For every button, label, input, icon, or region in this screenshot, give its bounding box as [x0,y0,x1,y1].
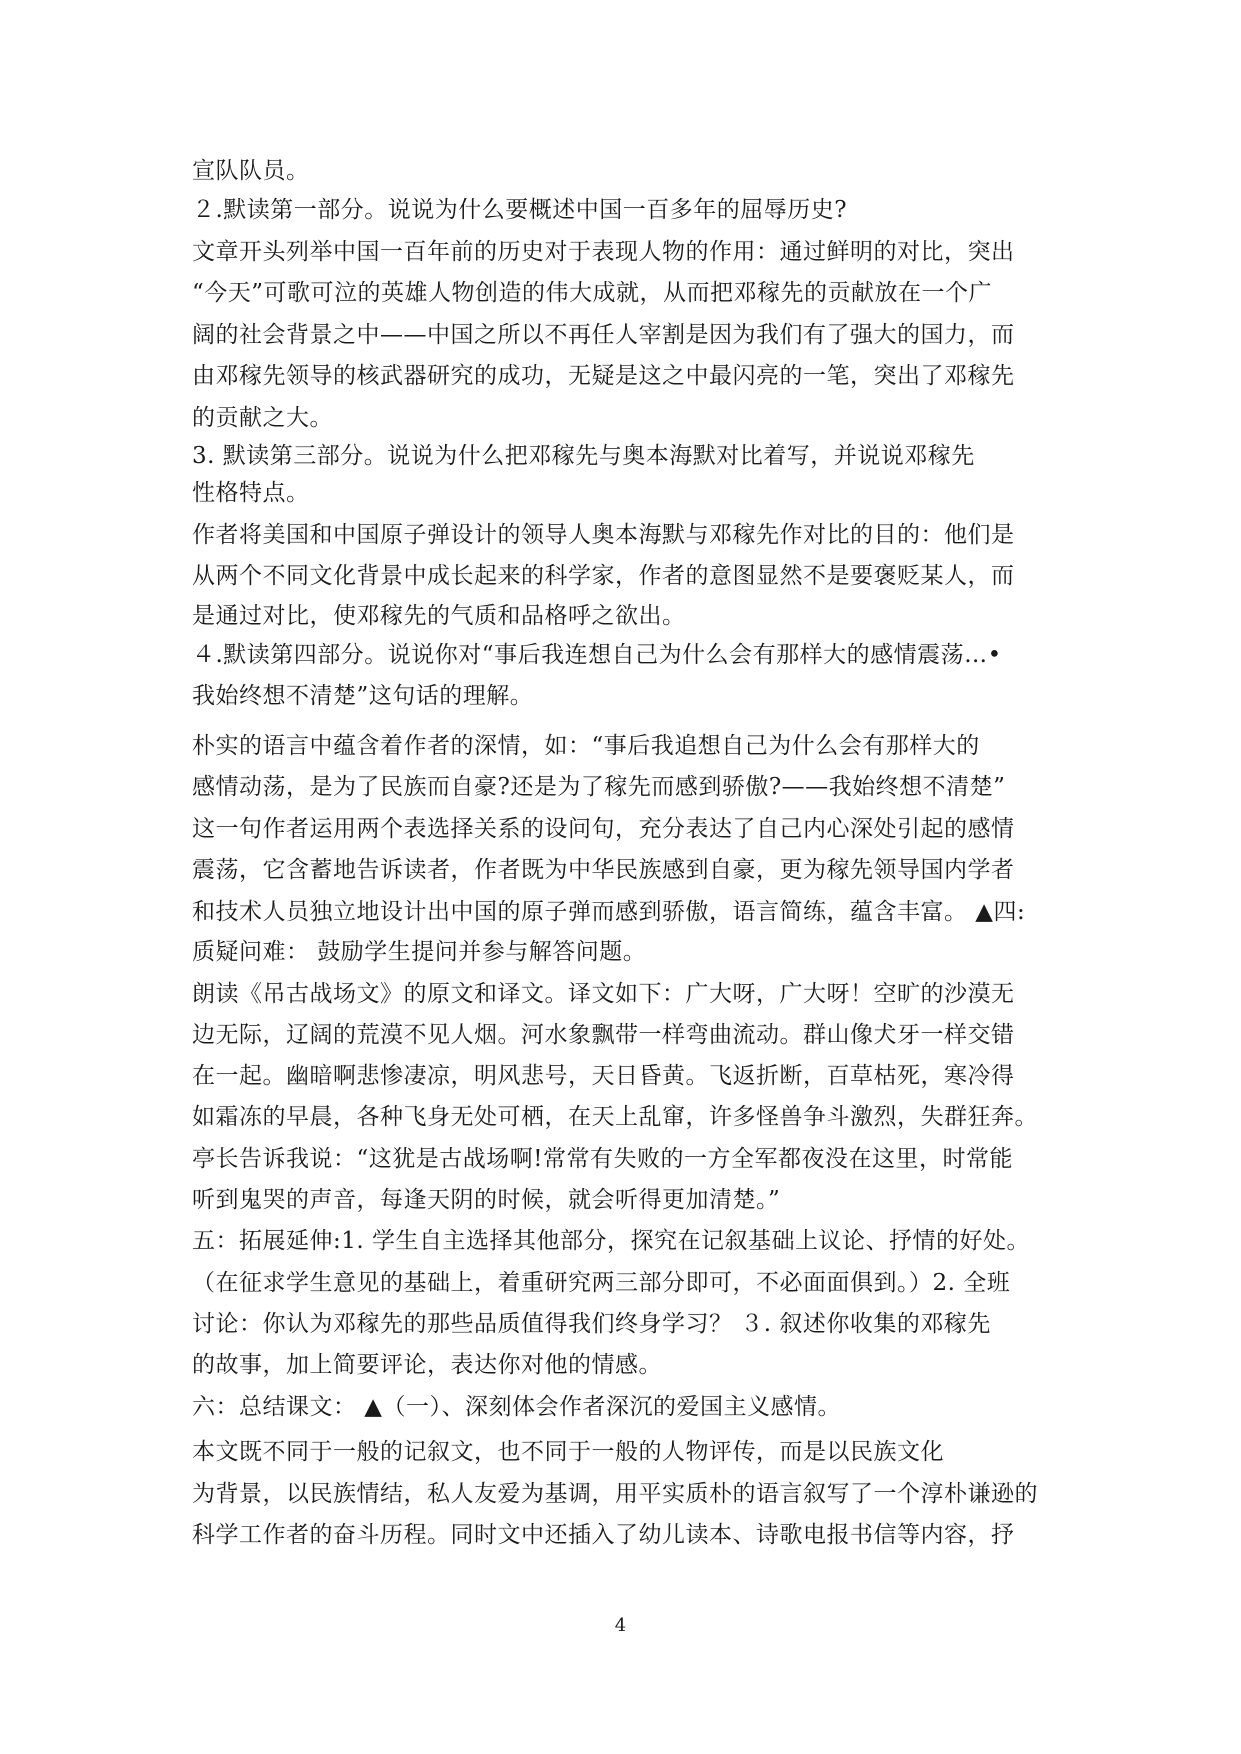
text-line: 在一起。幽暗啊悲惨凄凉，明风悲号，天日昏黄。飞返折断，百草枯死，寒冷得 [192,1063,1015,1089]
text-line: 3. 默读第三部分。说说为什么把邓稼先与奥本海默对比着写，并说说邓稼先 [192,443,975,469]
text-line: 的故事，加上简要评论，表达你对他的情感。 [192,1352,662,1378]
text-line: 感情动荡，是为了民族而自豪?还是为了稼先而感到骄傲?——我始终想不清楚” [192,774,1006,800]
text-line: （在征求学生意见的基础上，着重研究两三部分即可，不必面面俱到。）2. 全班 [192,1270,1011,1296]
text-line: 由邓稼先领导的核武器研究的成功，无疑是这之中最闪亮的一笔，突出了邓稼先 [192,363,1015,389]
text-line: 宣队队员。 [192,158,310,184]
text-line: 五：拓展延伸:1. 学生自主选择其他部分，探究在记叙基础上议论、抒情的好处。 [192,1228,1031,1254]
text-line: 边无际，辽阔的荒漠不见人烟。河水象飘带一样弯曲流动。群山像犬牙一样交错 [192,1022,1015,1048]
text-line: 亭长告诉我说：“这犹是古战场啊!常常有失败的一方全军都夜没在这里，时常能 [192,1146,1014,1172]
text-line: 的贡献之大。 [192,405,333,431]
text-line: ４.默读第四部分。说说你对“事后我连想自己为什么会有那样大的感情震荡…• [192,642,1002,668]
text-line: 质疑问难： 鼓励学生提问并参与解答问题。 [192,939,647,965]
text-line: 六：总结课文： ▲（一）、深刻体会作者深沉的爱国主义感情。 [192,1394,841,1420]
text-line: 科学工作者的奋斗历程。同时文中还插入了幼儿读本、诗歌电报书信等内容，抒 [192,1522,1015,1548]
text-line: 是通过对比，使邓稼先的气质和品格呼之欲出。 [192,603,686,629]
text-line: “今天”可歌可泣的英雄人物创造的伟大成就，从而把邓稼先的贡献放在一个广 [192,280,993,306]
text-line: 朴实的语言中蕴含着作者的深情，如：“事后我追想自己为什么会有那样大的 [192,733,980,759]
text-line: 如霜冻的早晨，各种飞身无处可栖，在天上乱窜，许多怪兽争斗激烈，失群狂奔。 [192,1104,1038,1130]
text-line: 我始终想不清楚”这句话的理解。 [192,683,534,709]
text-line: 本文既不同于一般的记叙文，也不同于一般的人物评传，而是以民族文化 [192,1439,944,1465]
text-line: ２.默读第一部分。说说为什么要概述中国一百多年的屈辱历史? [192,197,848,223]
text-line: 作者将美国和中国原子弹设计的领导人奥本海默与邓稼先作对比的目的：他们是 [192,522,1015,548]
text-line: 阔的社会背景之中——中国之所以不再任人宰割是因为我们有了强大的国力，而 [192,322,1015,348]
text-line: 为背景，以民族情结，私人友爱为基调，用平实质朴的语言叙写了一个淳朴谦逊的 [192,1481,1038,1507]
text-line: 和技术人员独立地设计出中国的原子弹而感到骄傲，语言简练，蕴含丰富。 ▲四: [192,899,1026,925]
text-line: 性格特点。 [192,480,310,506]
text-line: 朗读《吊古战场文》的原文和译文。译文如下：广大呀，广大呀！空旷的沙漠无 [192,981,1015,1007]
page-number: 4 [614,1615,627,1636]
text-line: 这一句作者运用两个表选择关系的设问句，充分表达了自己内心深处引起的感情 [192,816,1015,842]
text-line: 文章开头列举中国一百年前的历史对于表现人物的作用：通过鲜明的对比，突出 [192,239,1015,265]
text-line: 从两个不同文化背景中成长起来的科学家，作者的意图显然不是要褒贬某人，而 [192,563,1015,589]
text-line: 听到鬼哭的声音，每逢天阴的时候，就会听得更加清楚。” [192,1187,781,1213]
text-line: 震荡，它含蓄地告诉读者，作者既为中华民族感到自豪，更为稼先领导国内学者 [192,857,1015,883]
text-line: 讨论：你认为邓稼先的那些品质值得我们终身学习？ ３. 叙述你收集的邓稼先 [192,1311,991,1337]
